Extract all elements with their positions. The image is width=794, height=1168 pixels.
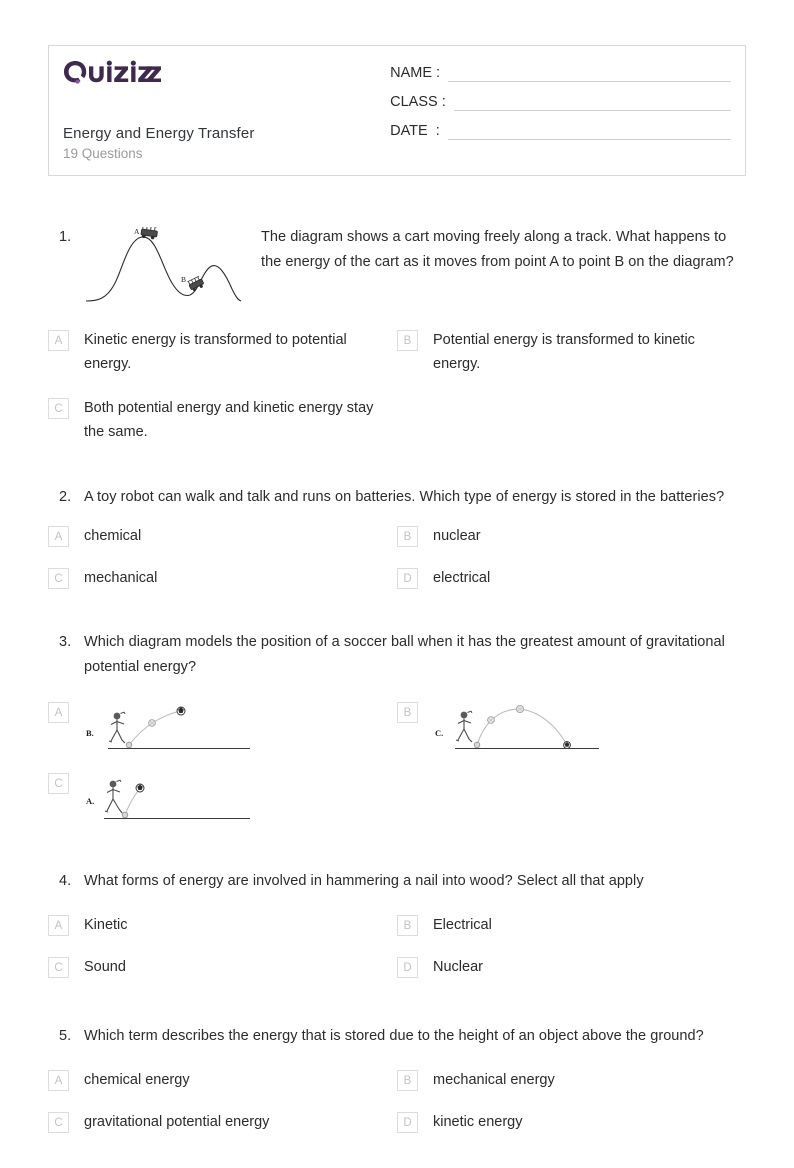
question-4-options [48,913,746,997]
header-left [49,46,376,175]
option-text-d: Nuclear [433,959,483,975]
class-input[interactable] [454,93,731,111]
student-info-fields [376,46,745,175]
option-letter-b: B [397,330,418,351]
question-5-head [48,1024,746,1049]
question-3-body [84,630,746,680]
option-text-b: Potential energy is transformed to kinetic energy. [433,332,695,372]
option-letter-d: D [397,568,418,589]
question-3-head [48,630,746,680]
name-label: NAME : [390,64,441,81]
question-3-number: 3. [59,634,72,650]
question-5-text: Which term describes the energy that is stored due to the height of an object above the ground? [84,1028,704,1044]
question-5-body [84,1024,746,1049]
question-1-option-a[interactable] [48,328,397,376]
question-1-option-b[interactable] [397,328,746,376]
cart-on-track-diagram [84,227,242,307]
date-field-row [390,122,731,140]
class-field-row [390,93,731,111]
player-figure-icon [109,712,125,743]
option-text-a: chemical energy [84,1072,190,1088]
question-1-text: The diagram shows a cart moving freely along a track. What happens to the energy of the cart as it moves from point A to point B on the diagram? [261,229,734,270]
question-3-options [48,700,746,842]
option-letter-c: C [48,773,69,794]
name-field-row [390,64,731,82]
question-2-text: A toy robot can walk and talk and runs on batteries. Which type of energy is stored in the batteries? [84,489,725,505]
question-5 [48,1024,746,1152]
question-4-option-d[interactable] [397,955,746,979]
question-5-options [48,1068,746,1152]
question-2-option-d[interactable] [397,566,746,590]
figure-label-c: C. [435,728,444,738]
class-label: CLASS : [390,93,446,110]
question-4-head [48,869,746,894]
option-text-d: electrical [433,570,491,586]
quiz-title-block [63,125,358,165]
option-text-d: kinetic energy [433,1114,523,1130]
option-text-a: Kinetic [84,917,128,933]
soccer-ball-apex-icon [516,705,523,712]
worksheet-header [48,45,746,176]
option-text-a: chemical [84,528,142,544]
question-5-option-c[interactable] [48,1110,397,1134]
soccer-ball-just-kicked-figure [84,771,387,826]
track-label-b: B [181,275,187,284]
question-1-head [48,225,746,307]
option-letter-b: B [397,1070,418,1091]
question-3 [48,630,746,842]
worksheet-page [0,45,794,1168]
soccer-rising-arc-diagram [84,700,254,755]
option-text-b: mechanical energy [433,1072,555,1088]
question-3-option-a[interactable] [48,700,397,755]
question-4-number: 4. [59,873,72,889]
roller-coaster-track-figure [84,227,244,307]
question-1-body [84,225,746,307]
soccer-ball-rising-icon [488,717,495,724]
option-letter-a: A [48,330,69,351]
question-4-option-b[interactable] [397,913,746,937]
soccer-ball-launch-icon [136,784,144,792]
question-2-option-c[interactable] [48,566,397,590]
question-5-option-b[interactable] [397,1068,746,1092]
soccer-full-arc-diagram [433,700,603,755]
option-letter-d: D [397,957,418,978]
date-label: DATE : [390,122,440,139]
option-letter-b: B [397,915,418,936]
soccer-ball-ground-icon [122,812,128,818]
option-letter-b: B [397,526,418,547]
question-2-options [48,524,746,608]
player-figure-icon [105,780,122,813]
player-figure-icon [456,711,472,742]
quizizz-logo [63,60,358,85]
question-5-option-d[interactable] [397,1110,746,1134]
figure-label-b: B. [86,728,94,738]
question-4-body [84,869,746,894]
question-2-option-a[interactable] [48,524,397,548]
soccer-just-kicked-diagram [84,771,254,826]
option-text-b: nuclear [433,528,481,544]
soccer-ball-rising-arc-figure [84,700,387,755]
question-3-text: Which diagram models the position of a soccer ball when it has the greatest amount of gravitational potential energy? [84,634,725,675]
question-4-option-a[interactable] [48,913,397,937]
question-2-number: 2. [59,489,72,505]
question-1-number: 1. [59,229,72,245]
question-5-number: 5. [59,1028,72,1044]
question-4 [48,869,746,997]
question-2 [48,485,746,608]
question-4-text: What forms of energy are involved in hammering a nail into wood? Select all that apply [84,873,644,889]
track-label-a: A [134,227,140,236]
cart-a-icon [140,227,158,240]
date-input[interactable] [448,122,731,140]
soccer-ball-start-icon [126,742,132,748]
questions-list [48,225,746,1152]
question-1-option-c[interactable] [48,396,397,444]
option-letter-c: C [48,568,69,589]
soccer-ball-mid-icon [149,720,156,727]
option-letter-a: A [48,1070,69,1091]
quiz-title: Energy and Energy Transfer [63,124,255,142]
question-5-option-a[interactable] [48,1068,397,1092]
option-letter-c: C [48,957,69,978]
option-text-c: Sound [84,959,126,975]
soccer-ball-full-arc-figure [433,700,736,755]
question-1 [48,225,746,464]
soccer-ball-start-icon [474,742,480,748]
option-text-b: Electrical [433,917,492,933]
question-1-options [48,328,746,464]
question-3-option-c[interactable] [48,771,397,826]
option-letter-a: A [48,526,69,547]
option-letter-a: A [48,702,69,723]
question-2-body [84,485,746,510]
quiz-question-count: 19 Questions [63,146,143,162]
question-2-head [48,485,746,510]
option-text-c: mechanical [84,570,158,586]
option-text-c: Both potential energy and kinetic energy stay the same. [84,400,374,440]
option-text-c: gravitational potential energy [84,1114,270,1130]
option-letter-c: C [48,1112,69,1133]
question-4-option-c[interactable] [48,955,397,979]
quizizz-logo-mark [63,60,161,85]
name-input[interactable] [448,64,731,82]
option-letter-c: C [48,398,69,419]
soccer-ball-landing-icon [564,742,571,749]
question-2-option-b[interactable] [397,524,746,548]
soccer-ball-end-icon [177,707,185,715]
figure-label-a: A. [86,796,95,806]
option-text-a: Kinetic energy is transformed to potential energy. [84,332,347,372]
option-letter-a: A [48,915,69,936]
option-letter-d: D [397,1112,418,1133]
option-letter-b: B [397,702,418,723]
question-3-option-b[interactable] [397,700,746,755]
